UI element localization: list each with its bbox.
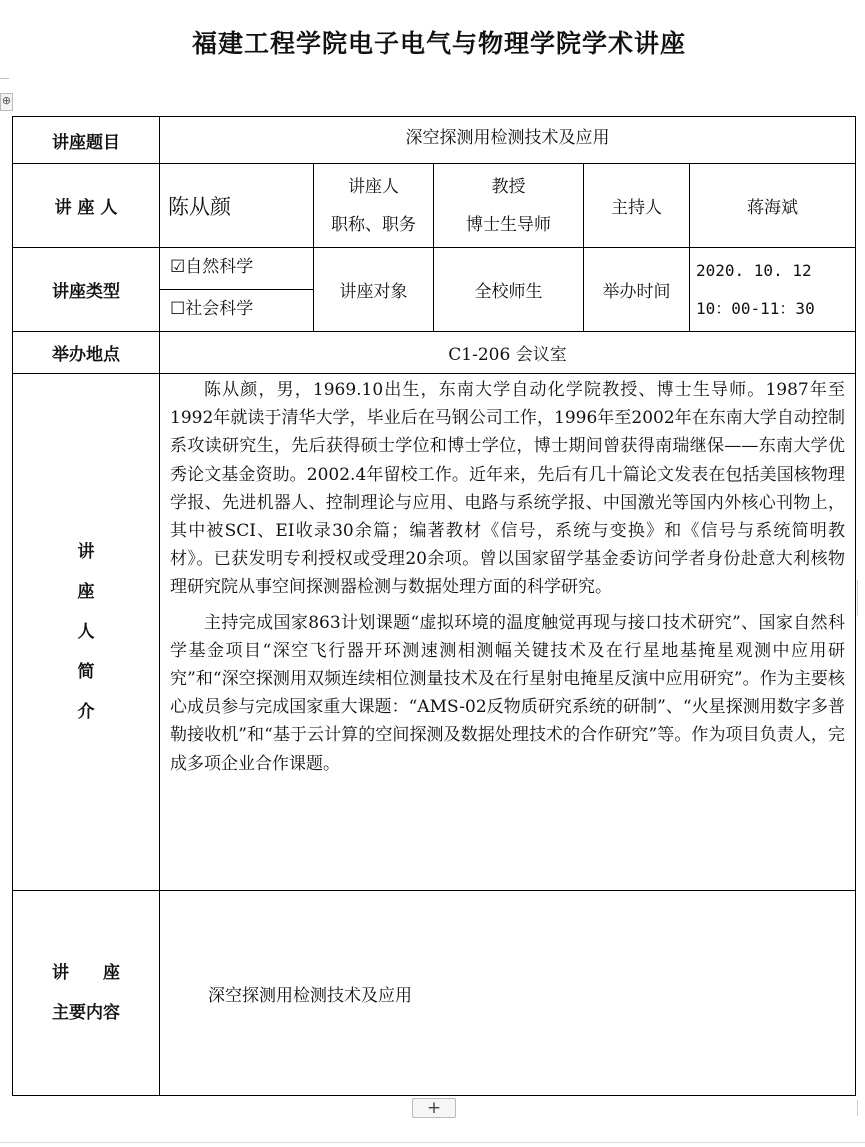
time-label: 举办时间 — [584, 248, 690, 332]
content-label-line1: 讲 座 — [52, 963, 120, 983]
audience-label: 讲座对象 — [314, 248, 434, 332]
venue-row — [13, 332, 856, 374]
bio-label — [13, 374, 160, 891]
table-move-handle[interactable]: ⊕ — [0, 93, 13, 111]
checkbox-unchecked-icon[interactable]: ☐ — [170, 299, 186, 319]
content-row — [13, 891, 856, 1096]
checkbox-checked-icon[interactable]: ☑ — [170, 257, 186, 277]
speaker-row — [13, 164, 856, 248]
margin-marker — [0, 78, 9, 79]
venue-label: 举办地点 — [13, 332, 160, 374]
type-option-natural-science[interactable] — [160, 248, 313, 289]
venue-value[interactable]: C1-206 会议室 — [160, 332, 856, 374]
bio-row — [13, 374, 856, 891]
type-label: 讲座类型 — [13, 248, 160, 332]
time-value[interactable] — [690, 248, 856, 332]
topic-value[interactable]: 深空探测用检测技术及应用 — [160, 117, 856, 164]
speaker-title-label-line1: 讲座人 — [348, 176, 399, 197]
bio-label-char: 人 — [77, 622, 95, 642]
audience-value[interactable]: 全校师生 — [434, 248, 584, 332]
bio-text[interactable] — [160, 374, 856, 891]
topic-row — [13, 117, 856, 164]
host-value[interactable]: 蒋海斌 — [690, 164, 856, 248]
speaker-name[interactable]: 陈从颜 — [160, 164, 314, 248]
speaker-title-label-line2: 职称、职务 — [331, 214, 416, 235]
type-row — [13, 248, 856, 332]
topic-label: 讲座题目 — [13, 117, 160, 164]
content-value[interactable]: 深空探测用检测技术及应用 — [160, 891, 856, 1096]
type-option-social-science[interactable] — [160, 289, 313, 331]
lecture-form-table — [12, 116, 856, 1096]
type-option-label: 自然科学 — [185, 257, 254, 277]
bio-paragraph: 陈从颜，男，1969.10出生，东南大学自动化学院教授、博士生导师。1987年至1992年就读于清华大学，毕业后在马钢公司工作，1996年至2002年在东南大学自动控制系攻读研究生，先后获得硕士学位和博士学位，博士期间曾获得南瑞继保——东南大学优秀论文基金资助。2002.4年留校工作。近年来，先后有几十篇论文发表在包括美国核物理学报、先进机器人、控制理论与应用、电路与系统学报、中国激光等国内外核心刊物上，其中被SCI、EI收录30余篇；编著教材《信号，系统与变换》和《信号与系统简明教材》。已获发明专利授权或受理20余项。曾以国家留学基金委访问学者身份赴意大利核物理研究院从事空间探测器检测与数据处理方面的科学研究。 — [170, 380, 845, 598]
speaker-title-value-line1: 教授 — [491, 176, 526, 197]
right-scroll-marker-bottom — [857, 1100, 865, 1116]
time-value-hours: 10：00-11：30 — [696, 298, 815, 318]
bio-label-char: 座 — [77, 582, 95, 602]
type-option-label: 社会科学 — [185, 299, 254, 319]
speaker-label: 讲 座 人 — [13, 164, 160, 248]
bio-label-char: 介 — [77, 702, 95, 722]
content-label — [13, 891, 160, 1096]
host-label: 主持人 — [584, 164, 690, 248]
speaker-title-label — [314, 164, 434, 248]
bio-label-char: 简 — [77, 662, 95, 682]
type-options — [160, 248, 314, 332]
time-value-date: 2020. 10. 12 — [696, 260, 812, 280]
content-label-line2: 主要内容 — [52, 1003, 120, 1023]
speaker-title-value[interactable] — [434, 164, 584, 248]
page-title: 福建工程学院电子电气与物理学院学术讲座 — [191, 29, 686, 58]
bio-label-char: 讲 — [77, 542, 95, 562]
bio-paragraph: 主持完成国家863计划课题“虚拟环境的温度触觉再现与接口技术研究”、国家自然科学基金项目“深空飞行器开环测速测相测幅关键技术及在行星地基掩星观测中应用研究”和“深空探测用双频连续相位测量技术及在行星射电掩星反演中应用研究”。作为主要核心成员参与完成国家重大课题：“AMS-02反物质研究系统的研制”、“火星探测用数字多普勒接收机”和“基于云计算的空间探测及数据处理技术的合作研究”等。作为项目负责人，完成多项企业合作课题。 — [170, 612, 845, 774]
right-scroll-marker — [857, 580, 865, 616]
bottom-edge — [0, 1142, 865, 1143]
speaker-title-value-line2: 博士生导师 — [466, 214, 551, 235]
add-row-button[interactable]: + — [412, 1098, 456, 1118]
